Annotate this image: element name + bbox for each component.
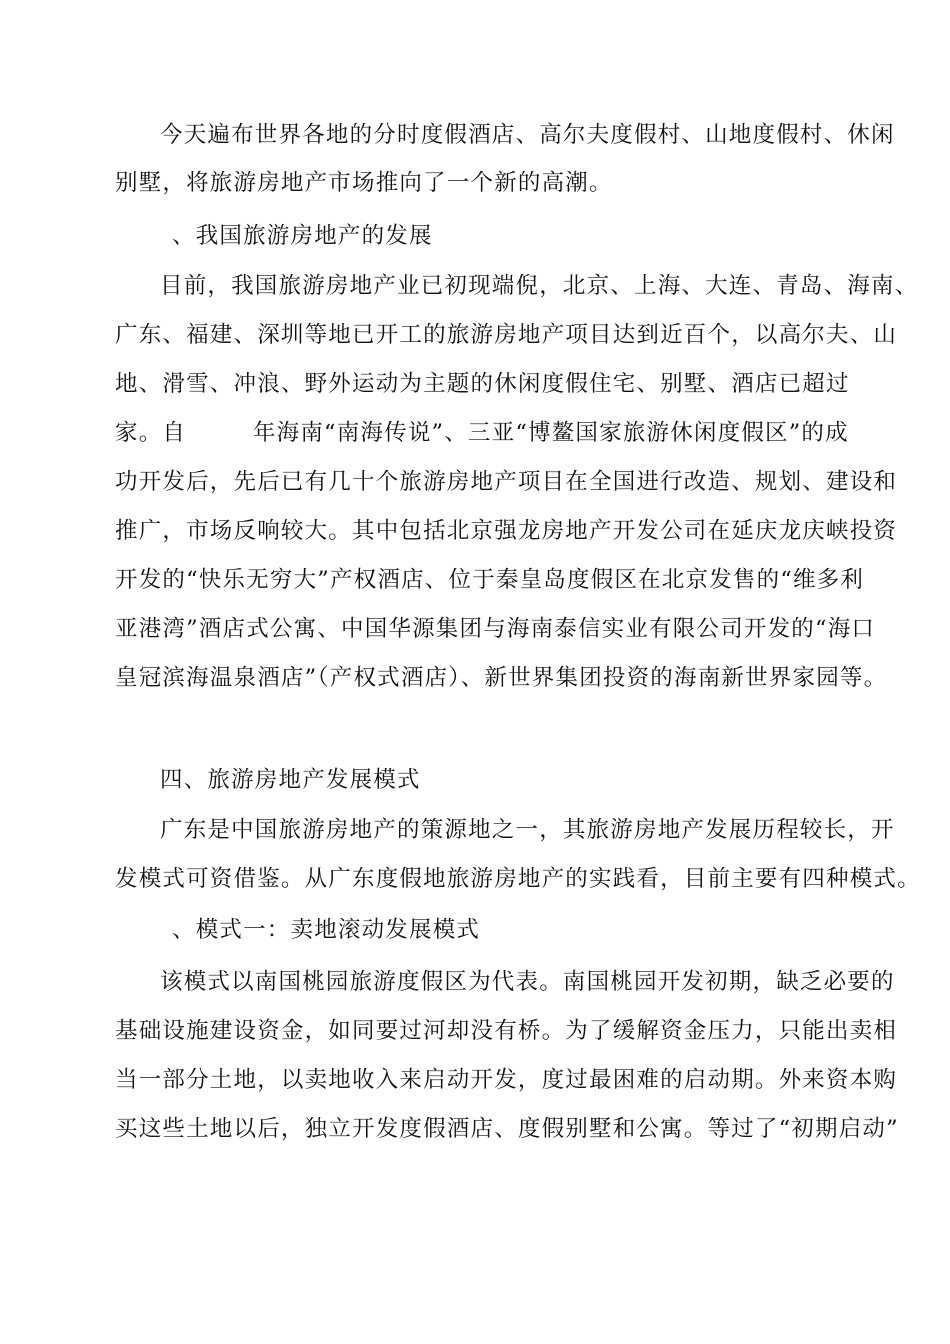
text-line: 开发的“快乐无穷大”产权酒店、位于秦皇岛度假区在北京发售的“维多利: [115, 567, 865, 593]
text-line: 当一部分土地，以卖地收入来启动开发，度过最困难的启动期。外来资本购: [115, 1067, 898, 1093]
text-line: 广东、福建、深圳等地已开工的旅游房地产项目达到近百个，以高尔夫、山: [115, 322, 898, 348]
text-line: 今天遍布世界各地的分时度假酒店、高尔夫度假村、山地度假村、休闲: [160, 122, 895, 148]
text-line: 功开发后，先后已有几十个旅游房地产项目在全国进行改造、规划、建设和: [115, 469, 898, 495]
text-line: 买这些土地以后，独立开发度假酒店、度假别墅和公寓。等过了“初期启动”: [115, 1116, 899, 1142]
text-line: 广东是中国旅游房地产的策源地之一，其旅游房地产发展历程较长，开: [160, 817, 895, 843]
text-line: 亚港湾”酒店式公寓、中国华源集团与海南泰信实业有限公司开发的“海口: [115, 616, 876, 642]
section-heading: 、模式一：卖地滚动发展模式: [172, 917, 481, 943]
text-line: 该模式以南国桃园旅游度假区为代表。南国桃园开发初期，缺乏必要的: [160, 969, 895, 995]
text-line: 目前，我国旅游房地产业已初现端倪，北京、上海、大连、青岛、海南、: [160, 273, 919, 299]
text-line: 基础设施建设资金，如同要过河却没有桥。为了缓解资金压力，只能出卖相: [115, 1018, 898, 1044]
text-line: 推广，市场反响较大。其中包括北京强龙房地产开发公司在延庆龙庆峡投资: [115, 518, 898, 544]
section-heading: 、我国旅游房地产的发展: [172, 223, 433, 249]
text-line: 发模式可资借鉴。从广东度假地旅游房地产的实践看，目前主要有四种模式。: [115, 866, 921, 892]
text-line: 家。自 年海南“南海传说”、三亚“博鳌国家旅游休闲度假区”的成: [115, 420, 849, 446]
section-heading: 四、旅游房地产发展模式: [160, 767, 421, 793]
text-line: 别墅，将旅游房地产市场推向了一个新的高潮。: [115, 170, 613, 196]
text-line: 地、滑雪、冲浪、野外运动为主题的休闲度假住宅、别墅、酒店已超过: [115, 371, 850, 397]
text-line: 皇冠滨海温泉酒店”（产权式酒店）、新世界集团投资的海南新世界家园等。: [115, 665, 888, 691]
